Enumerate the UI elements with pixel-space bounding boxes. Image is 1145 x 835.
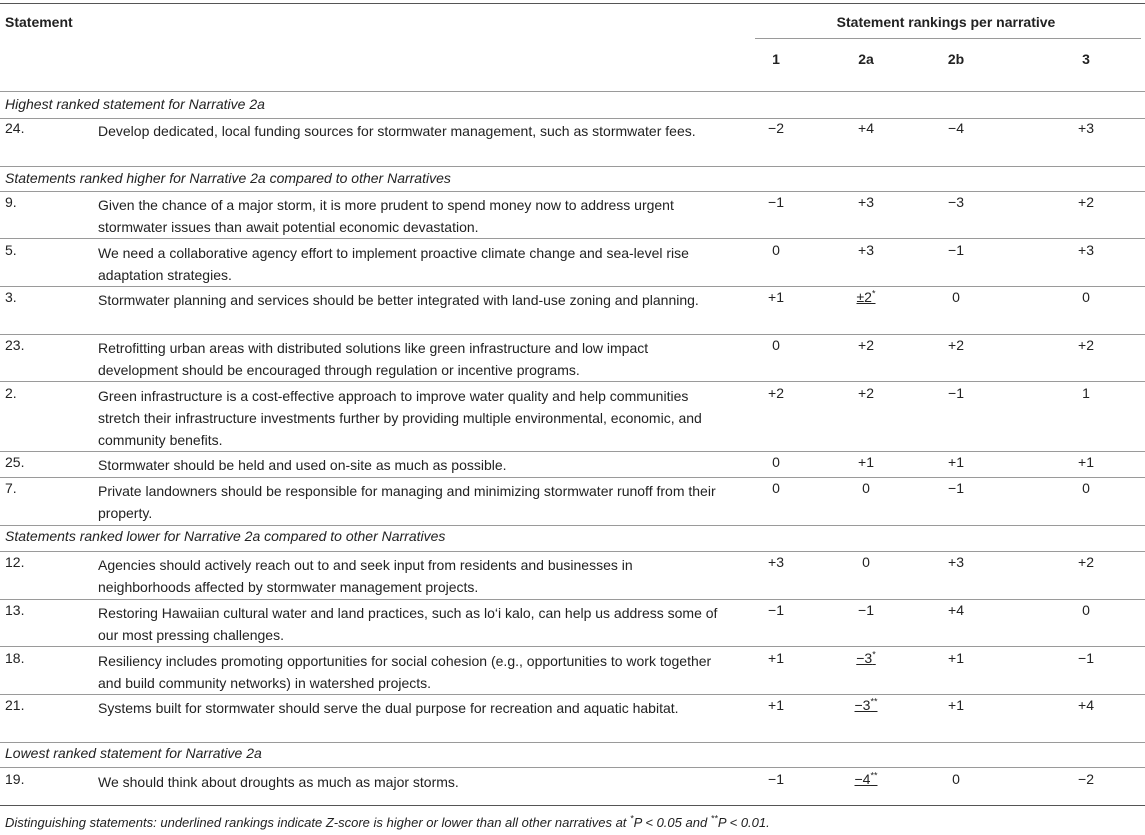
ranking-2b: −1 bbox=[948, 385, 964, 401]
ranking-3: −2 bbox=[1078, 771, 1094, 787]
statement-text: Given the chance of a major storm, it is more prudent to spend money now to address urgent stormwater issues than await potential economic devastation. bbox=[98, 197, 674, 235]
ranking-1: −1 bbox=[768, 602, 784, 618]
ranking-1: +3 bbox=[768, 554, 784, 570]
ranking-2b: +4 bbox=[948, 602, 964, 618]
statement-text: We should think about droughts as much as major storms. bbox=[98, 774, 459, 790]
ranking-3: +3 bbox=[1078, 120, 1094, 136]
statement-text: Stormwater planning and services should be better integrated with land-use zoning and planning. bbox=[98, 292, 699, 308]
row-divider bbox=[0, 551, 1145, 552]
col-header-3: 3 bbox=[1082, 51, 1090, 67]
ranking-3: 1 bbox=[1082, 385, 1090, 401]
ranking-2b: +1 bbox=[948, 454, 964, 470]
ranking-1: +1 bbox=[768, 289, 784, 305]
ranking-1: 0 bbox=[772, 337, 780, 353]
ranking-2a: 0 bbox=[862, 554, 870, 570]
ranking-1: +2 bbox=[768, 385, 784, 401]
statement-number: 5. bbox=[5, 242, 17, 258]
header-subrule bbox=[755, 38, 1141, 39]
row-divider bbox=[0, 694, 1145, 695]
ranking-2a-distinguishing: −3** bbox=[854, 696, 878, 713]
statement-number: 23. bbox=[5, 337, 25, 353]
ranking-2b: +1 bbox=[948, 697, 964, 713]
statement-text: Stormwater should be held and used on-site as much as possible. bbox=[98, 457, 507, 473]
ranking-2b: 0 bbox=[952, 771, 960, 787]
statement-number: 24. bbox=[5, 120, 25, 136]
ranking-3: +2 bbox=[1078, 554, 1094, 570]
ranking-1: +1 bbox=[768, 697, 784, 713]
statement-number: 19. bbox=[5, 771, 25, 787]
statement-text: Systems built for stormwater should serve the dual purpose for recreation and aquatic habitat. bbox=[98, 700, 679, 716]
row-divider bbox=[0, 118, 1145, 119]
ranking-1: 0 bbox=[772, 480, 780, 496]
ranking-2b: +3 bbox=[948, 554, 964, 570]
ranking-2b: −1 bbox=[948, 480, 964, 496]
ranking-2b: −1 bbox=[948, 242, 964, 258]
ranking-3: +4 bbox=[1078, 697, 1094, 713]
ranking-3: −1 bbox=[1078, 650, 1094, 666]
section-label: Statements ranked lower for Narrative 2a compared to other Narratives bbox=[5, 528, 446, 544]
row-divider bbox=[0, 742, 1145, 743]
ranking-1: −1 bbox=[768, 771, 784, 787]
ranking-2b: −4 bbox=[948, 120, 964, 136]
ranking-3: 0 bbox=[1082, 480, 1090, 496]
ranking-1: 0 bbox=[772, 242, 780, 258]
row-divider bbox=[0, 451, 1145, 452]
statement-number: 13. bbox=[5, 602, 25, 618]
ranking-1: −2 bbox=[768, 120, 784, 136]
col-header-statement: Statement bbox=[5, 14, 73, 30]
bottom-rule bbox=[0, 805, 1145, 806]
row-divider bbox=[0, 477, 1145, 478]
statement-text: Develop dedicated, local funding sources for stormwater management, such as stormwater fees. bbox=[98, 123, 696, 139]
ranking-1: +1 bbox=[768, 650, 784, 666]
ranking-2b: +2 bbox=[948, 337, 964, 353]
ranking-1: −1 bbox=[768, 194, 784, 210]
ranking-2a: +2 bbox=[858, 385, 874, 401]
ranking-2a-distinguishing: −3* bbox=[856, 649, 876, 666]
row-divider bbox=[0, 646, 1145, 647]
ranking-1: 0 bbox=[772, 454, 780, 470]
ranking-2a: +1 bbox=[858, 454, 874, 470]
statement-number: 3. bbox=[5, 289, 17, 305]
col-header-rankings: Statement rankings per narrative bbox=[836, 14, 1056, 30]
section-label: Highest ranked statement for Narrative 2a bbox=[5, 96, 265, 112]
row-divider bbox=[0, 767, 1145, 768]
statement-number: 12. bbox=[5, 554, 25, 570]
statement-number: 21. bbox=[5, 697, 25, 713]
row-divider bbox=[0, 599, 1145, 600]
statement-number: 2. bbox=[5, 385, 17, 401]
section-label: Lowest ranked statement for Narrative 2a bbox=[5, 745, 262, 761]
table-footnote: Distinguishing statements: underlined rankings indicate Z-score is higher or lower than all other narratives at *P < 0.05 and **P < 0.01. bbox=[5, 813, 770, 830]
ranking-2a: +2 bbox=[858, 337, 874, 353]
ranking-3: +1 bbox=[1078, 454, 1094, 470]
statement-text: Agencies should actively reach out to and seek input from residents and businesses in neighborhoods affected by stormwater management projects. bbox=[98, 557, 633, 595]
statement-text: We need a collaborative agency effort to implement proactive climate change and sea-level rise adaptation strategies. bbox=[98, 245, 689, 283]
top-rule bbox=[0, 3, 1145, 4]
ranking-2a: 0 bbox=[862, 480, 870, 496]
statement-number: 7. bbox=[5, 480, 17, 496]
ranking-2b: 0 bbox=[952, 289, 960, 305]
ranking-3: +2 bbox=[1078, 194, 1094, 210]
ranking-2a: −1 bbox=[858, 602, 874, 618]
statement-text: Restoring Hawaiian cultural water and land practices, such as lo‘i kalo, can help us address some of our most pressing challenges. bbox=[98, 605, 718, 643]
ranking-2a: +3 bbox=[858, 242, 874, 258]
statement-text: Private landowners should be responsible for managing and minimizing stormwater runoff from their property. bbox=[98, 483, 716, 521]
ranking-2b: −3 bbox=[948, 194, 964, 210]
row-divider bbox=[0, 166, 1145, 167]
row-divider bbox=[0, 286, 1145, 287]
col-header-2a: 2a bbox=[858, 51, 874, 67]
section-label: Statements ranked higher for Narrative 2a compared to other Narratives bbox=[5, 170, 451, 186]
ranking-3: +2 bbox=[1078, 337, 1094, 353]
statement-number: 25. bbox=[5, 454, 25, 470]
ranking-2b: +1 bbox=[948, 650, 964, 666]
ranking-2a: +4 bbox=[858, 120, 874, 136]
ranking-2a-distinguishing: −4** bbox=[854, 770, 878, 787]
header-rule bbox=[0, 91, 1145, 92]
ranking-3: +3 bbox=[1078, 242, 1094, 258]
col-header-2b: 2b bbox=[947, 51, 965, 67]
row-divider bbox=[0, 238, 1145, 239]
statement-text: Green infrastructure is a cost-effective approach to improve water quality and help communities stretch their infrastructure investments further by providing multiple environmental, economic, and community benefits. bbox=[98, 388, 702, 448]
row-divider bbox=[0, 191, 1145, 192]
col-header-1: 1 bbox=[772, 51, 780, 67]
statement-number: 18. bbox=[5, 650, 25, 666]
statement-text: Resiliency includes promoting opportunities for social cohesion (e.g., opportunities to work together and build community networks) in watershed projects. bbox=[98, 653, 712, 691]
ranking-3: 0 bbox=[1082, 602, 1090, 618]
ranking-2a: +3 bbox=[858, 194, 874, 210]
row-divider bbox=[0, 525, 1145, 526]
statement-text: Retrofitting urban areas with distributed solutions like green infrastructure and low impact development should be encouraged through regulation or incentive programs. bbox=[98, 340, 649, 378]
row-divider bbox=[0, 334, 1145, 335]
row-divider bbox=[0, 381, 1145, 382]
statement-number: 9. bbox=[5, 194, 17, 210]
ranking-2a-distinguishing: ±2* bbox=[856, 288, 876, 305]
ranking-3: 0 bbox=[1082, 289, 1090, 305]
